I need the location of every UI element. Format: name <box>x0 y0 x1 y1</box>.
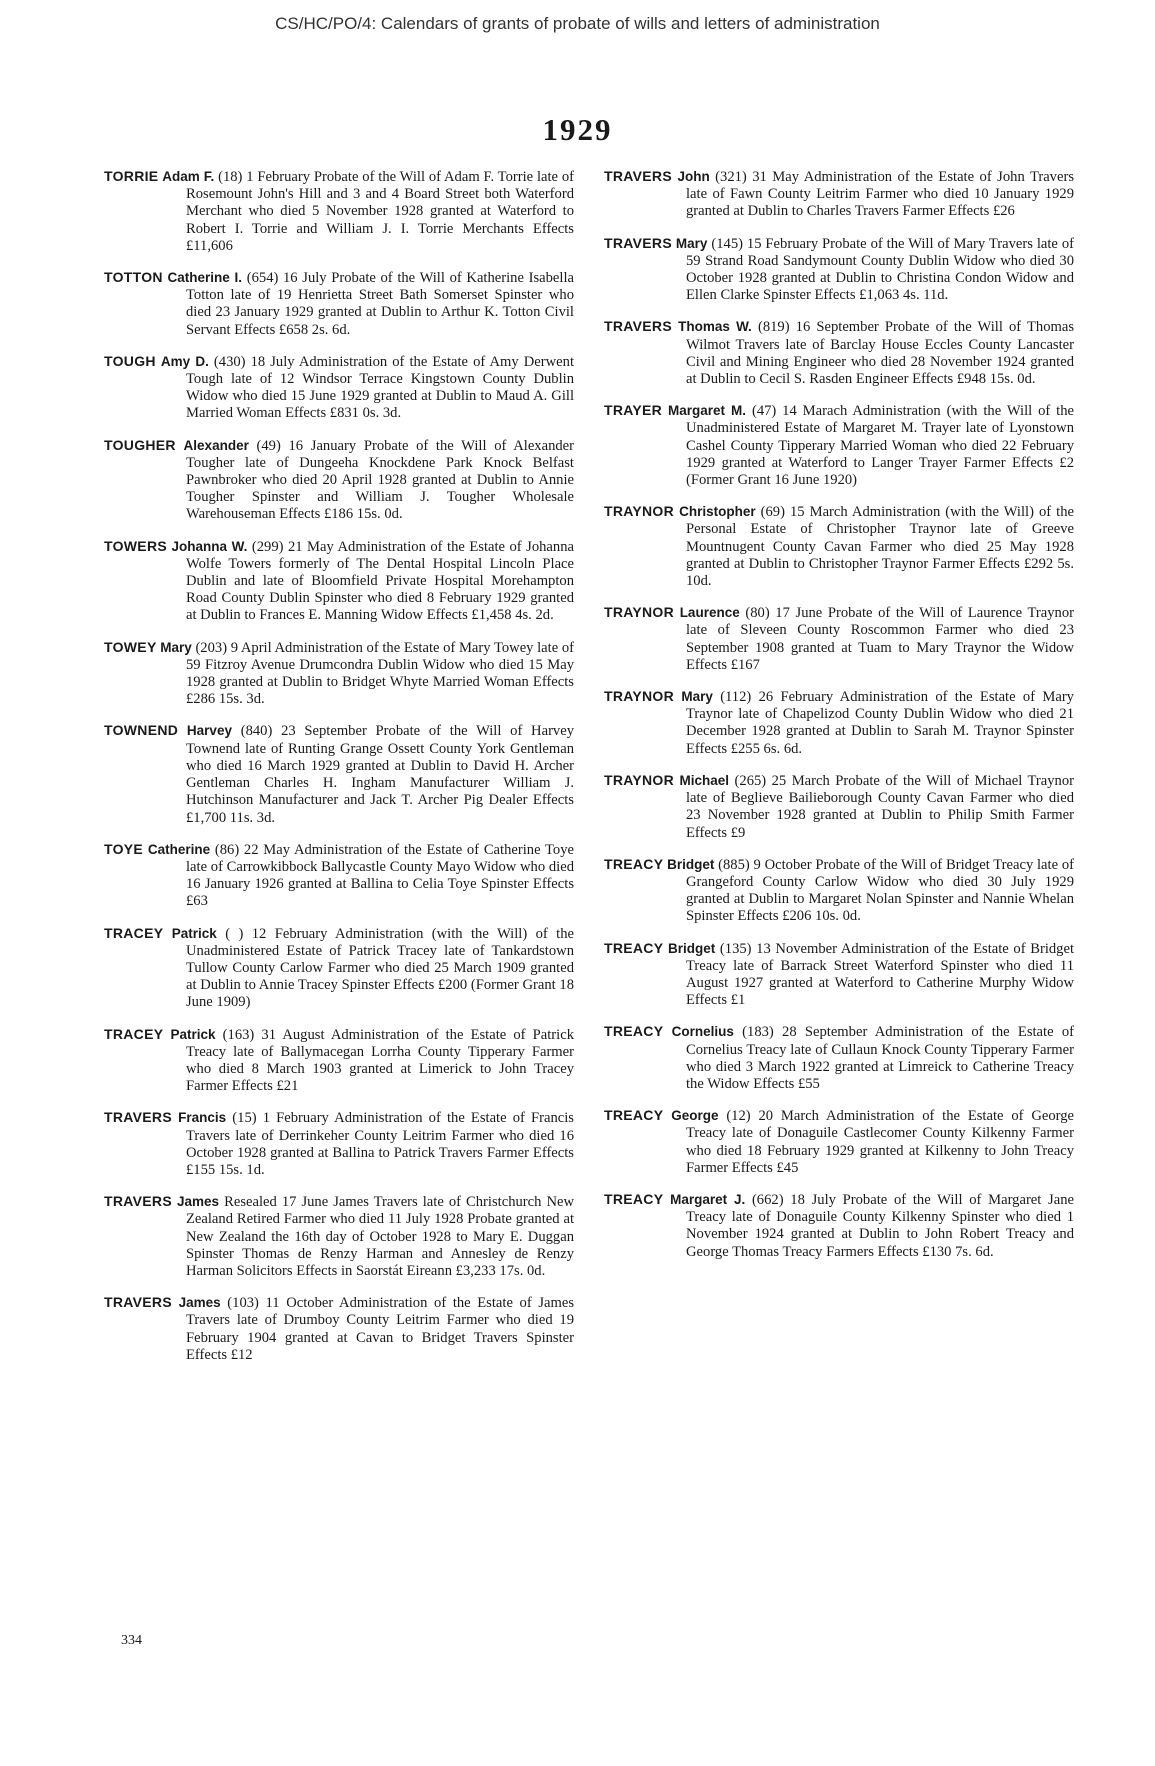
calendar-entry <box>604 235 1074 305</box>
entry-surname: TOUGH <box>104 352 156 369</box>
calendar-entry <box>104 639 574 709</box>
entry-surname: TRAVERS <box>104 1294 172 1311</box>
entry-surname: TREACY <box>604 1190 664 1207</box>
entry-surname: TOTTON <box>104 269 163 286</box>
calendar-entry <box>104 925 574 1012</box>
calendar-entry <box>104 1026 574 1096</box>
calendar-entry <box>104 841 574 911</box>
entry-surname: TRAVERS <box>104 1193 172 1210</box>
entry-text: (203) 9 April Administration of the Estate of Mary Towey late of 59 Fitzroy Avenue Drumcondra Dublin Widow who died 15 May 1928 granted at Dublin to Bridget Whyte Married Woman Effects £286 15s. 3d. <box>186 639 575 708</box>
entry-surname: TREACY <box>604 939 664 956</box>
entry-forename: Patrick <box>171 925 217 941</box>
entry-surname: TRACEY <box>104 924 164 941</box>
calendar-entry <box>604 856 1074 926</box>
calendar-entry <box>604 604 1074 674</box>
entry-forename: George <box>671 1108 719 1124</box>
page-number: 334 <box>121 1633 142 1648</box>
entry-forename: Harvey <box>186 723 232 739</box>
entry-forename: Bridget <box>667 856 715 872</box>
entry-forename: Patrick <box>170 1026 216 1042</box>
calendar-entry <box>604 688 1074 758</box>
entry-surname: TREACY <box>604 855 664 872</box>
calendar-entry <box>104 1193 574 1280</box>
entry-surname: TREACY <box>604 1107 664 1124</box>
entry-text: (135) 13 November Administration of the Estate of Bridget Treacy late of Barrack Street Waterford Spinster who died 11 August 1927 granted at Waterford to Catherine Murphy Widow Effects £1 <box>686 940 1075 1009</box>
entry-forename: Thomas W. <box>678 319 752 335</box>
entry-forename: Alexander <box>183 437 249 453</box>
entry-surname: TRAVERS <box>604 234 672 251</box>
entry-forename: James <box>178 1295 221 1311</box>
entry-text: (80) 17 June Probate of the Will of Laurence Traynor late of Sleveen County Roscommon Farmer who died 23 September 1908 granted at Tuam to Mary Traynor the Widow Effects £167 <box>686 605 1075 673</box>
calendar-entry <box>604 772 1074 842</box>
entry-forename: Amy D. <box>160 353 209 369</box>
entry-surname: TRAYNOR <box>604 604 675 621</box>
calendar-entry <box>104 269 574 339</box>
calendar-entry <box>604 940 1074 1010</box>
entry-surname: TOWNEND <box>104 722 179 739</box>
entry-forename: Laurence <box>679 605 740 621</box>
entry-surname: TRAYER <box>604 402 663 419</box>
entry-forename: Margaret J. <box>670 1191 746 1207</box>
entry-text: (430) 18 July Administration of the Estate of Amy Derwent Tough late of 12 Windsor Terrace Kingstown County Dublin Widow who died 15 June 1929 granted at Dublin to Maud A. Gill Married Woman Effects £831 0s. 3d. <box>186 353 575 422</box>
calendar-entry <box>104 168 574 255</box>
entry-text: (69) 15 March Administration (with the Will) of the Personal Estate of Christopher Traynor late of Greeve Mountnugent County Cavan Farmer who died 25 May 1928 granted at Dublin to Christopher Traynor Farmer Effects £292 5s. 10d. <box>686 504 1074 590</box>
page-header: CS/HC/PO/4: Calendars of grants of probate of wills and letters of administration <box>275 14 880 33</box>
entry-forename: Mary <box>160 639 192 655</box>
entry-text: (840) 23 September Probate of the Will of Harvey Townend late of Runting Grange Ossett County York Gentleman who died 16 March 1929 granted at Dublin to David H. Archer Gentleman Charles H. Ingham Manufacturer William J. Hutchinson Manufacturer and Jack T. Archer Pig Dealer Effects £1,700 11s. 3d. <box>186 723 575 826</box>
entry-text: (47) 14 Marach Administration (with the Will of the Unadministered Estate of Margaret M. Trayer late of Lyonstown Cashel County Tipperary Married Woman who died 22 February 1929 granted at Waterford to Langer Trayer Farmer Effects £2 (Former Grant 16 June 1920) <box>686 403 1074 489</box>
entry-forename: James <box>177 1194 220 1210</box>
entry-surname: TRAYNOR <box>604 503 675 520</box>
entry-forename: Johanna W. <box>171 538 248 554</box>
calendar-entry <box>104 437 574 524</box>
entry-forename: Francis <box>178 1110 227 1126</box>
entry-surname: TREACY <box>604 1023 664 1040</box>
entry-forename: Catherine <box>147 841 211 857</box>
entry-surname: TRAVERS <box>104 1109 172 1126</box>
entry-forename: Margaret M. <box>668 403 747 419</box>
calendar-entry <box>604 318 1074 388</box>
entry-surname: TOUGHER <box>104 436 176 453</box>
entry-text: (299) 21 May Administration of the Estate of Johanna Wolfe Towers formerly of The Dental Hospital Lincoln Place Dublin and late of Bloomfield Private Hospital Morehampton Road County Dublin Spinster who died 8 February 1929 granted at Dublin to Frances E. Manning Widow Effects £1,458 4s. 2d. <box>186 538 574 624</box>
right-column <box>604 168 1074 1275</box>
entry-text: ( ) 12 February Administration (with the Will) of the Unadministered Estate of Patrick Tracey late of Tankardstown Tullow County Carlow Farmer who died 25 March 1909 granted at Dublin to Annie Tracey Spinster Effects £200 (Former Grant 18 June 1909) <box>186 925 574 1011</box>
entry-text: (321) 31 May Administration of the Estate of John Travers late of Fawn County Leitrim Farmer who died 10 January 1929 granted at Dublin to Charles Travers Farmer Effects £26 <box>686 169 1074 220</box>
entry-forename: Adam F. <box>162 169 215 184</box>
entry-text: (12) 20 March Administration of the Estate of George Treacy late of Donaguile Castlecomer County Kilkenny Farmer who died 18 February 1929 granted at Kilkenny to John Treacy Farmer Effects £45 <box>686 1108 1075 1176</box>
entry-text: (86) 22 May Administration of the Estate of Catherine Toye late of Carrowkibbock Ballycastle County Mayo Widow who died 16 January 1926 granted at Ballina to Celia Toye Spinster Effects £63 <box>186 841 574 910</box>
entry-forename: Cornelius <box>671 1024 734 1040</box>
entry-forename: Michael <box>679 772 730 788</box>
entry-forename: Mary <box>675 235 708 251</box>
entry-text: (662) 18 July Probate of the Will of Margaret Jane Treacy late of Donaguile County Kilkenny Spinster who died 1 November 1924 granted at Dublin to John Robert Treacy and George Thomas Treacy Farmers Effects £130 7s. 6d. <box>686 1191 1074 1260</box>
entry-text: (163) 31 August Administration of the Estate of Patrick Treacy late of Ballymacegan Lorrha County Tipperary Farmer who died 8 March 1903 granted at Limerick to John Tracey Farmer Effects £21 <box>186 1026 574 1095</box>
calendar-entry <box>604 168 1074 221</box>
entry-text: (145) 15 February Probate of the Will of Mary Travers late of 59 Strand Road Sandymount County Dublin Widow who died 30 October 1928 granted at Dublin to Christina Condon Widow and Ellen Clarke Spinster Effects £1,063 4s. 11d. <box>686 235 1074 304</box>
entry-surname: TRAVERS <box>604 168 672 184</box>
entry-text: (49) 16 January Probate of the Will of Alexander Tougher late of Dungeeha Knockdene Park Knock Belfast Pawnbroker who died 20 April 1928 granted at Dublin to Annie Tougher Spinster and William J. Tougher Wholesale Warehouseman Effects £186 15s. 0d. <box>186 437 575 523</box>
entry-text: (112) 26 February Administration of the Estate of Mary Traynor late of Chapelizod County Dublin Widow who died 21 December 1928 granted at Dublin to Sarah M. Traynor Spinster Effects £255 6s. 6d. <box>686 689 1074 757</box>
entry-surname: TOWERS <box>104 537 167 554</box>
entry-forename: Bridget <box>668 940 716 956</box>
calendar-entry <box>604 402 1074 489</box>
calendar-entry <box>104 1294 574 1364</box>
entry-surname: TRACEY <box>104 1025 164 1042</box>
calendar-entry <box>604 1191 1074 1261</box>
calendar-entry <box>604 503 1074 590</box>
year-heading: 1929 <box>542 112 613 147</box>
entry-forename: Christopher <box>679 504 756 520</box>
left-column <box>104 168 574 1378</box>
entry-text: (265) 25 March Probate of the Will of Michael Traynor late of Beglieve Bailieborough County Cavan Farmer who died 23 November 1928 granted at Dublin to Philip Smith Farmer Effects £9 <box>686 772 1074 841</box>
entry-text: (18) 1 February Probate of the Will of Adam F. Torrie late of Rosemount John's Hill and 3 and 4 Board Street both Waterford Merchant who died 5 November 1928 granted at Waterford to Robert I. Torrie and William J. I. Torrie Merchants Effects £11,606 <box>186 169 575 254</box>
calendar-entry <box>104 538 574 625</box>
entry-text: Resealed 17 June James Travers late of Christchurch New Zealand Retired Farmer who died 11 July 1928 Probate granted at New Zealand the 16th day of October 1928 to Mary E. Duggan Spinster Thomas de Renzy Harman and Annesley de Renzy Harman Solicitors Effects in Saorstát Eireann £3,233 17s. 0d. <box>186 1194 575 1279</box>
entry-forename: Catherine I. <box>167 270 243 286</box>
entry-text: (819) 16 September Probate of the Will of Thomas Wilmot Travers late of Barclay House Eccles County Lancaster Civil and Mining Engineer who died 28 November 1924 granted at Dublin to Cecil S. Rasden Engineer Effects £948 15s. 0d. <box>686 319 1075 388</box>
entry-surname: TORRIE <box>104 168 159 184</box>
entry-surname: TRAYNOR <box>604 688 675 705</box>
entry-forename: Mary <box>681 689 713 705</box>
entry-text: (885) 9 October Probate of the Will of Bridget Treacy late of Grangeford County Carlow Widow who died 30 July 1929 granted at Dublin to Margaret Nolan Spinster and Nannie Whelan Spinster Effects £206 10s. 0d. <box>686 856 1074 925</box>
calendar-entry <box>104 722 574 826</box>
entry-surname: TOYE <box>104 840 144 857</box>
entry-surname: TOWEY <box>104 638 157 655</box>
entry-text: (15) 1 February Administration of the Estate of Francis Travers late of Derrinkeher County Leitrim Farmer who died 16 October 1928 granted at Ballina to Patrick Travers Farmer Effects £155 15s. 1d. <box>186 1110 574 1178</box>
entry-text: (183) 28 September Administration of the Estate of Cornelius Treacy late of Cullaun Knock County Tipperary Farmer who died 3 March 1922 granted at Limreick to Catherine Treacy the Widow Effects £55 <box>686 1024 1074 1092</box>
entry-text: (654) 16 July Probate of the Will of Katherine Isabella Totton late of 19 Henrietta Street Bath Somerset Spinster who died 23 January 1929 granted at Dublin to Arthur K. Totton Civil Servant Effects £658 2s. 6d. <box>186 270 574 338</box>
entry-surname: TRAYNOR <box>604 771 675 788</box>
entry-surname: TRAVERS <box>604 318 672 335</box>
calendar-entry <box>104 1109 574 1179</box>
calendar-entry <box>104 353 574 423</box>
calendar-entry <box>604 1107 1074 1177</box>
entry-forename: John <box>677 169 710 184</box>
calendar-entry <box>604 1023 1074 1093</box>
entry-text: (103) 11 October Administration of the Estate of James Travers late of Drumboy County Leitrim Farmer who died 19 February 1904 granted at Cavan to Bridget Travers Spinster Effects £12 <box>186 1295 575 1363</box>
